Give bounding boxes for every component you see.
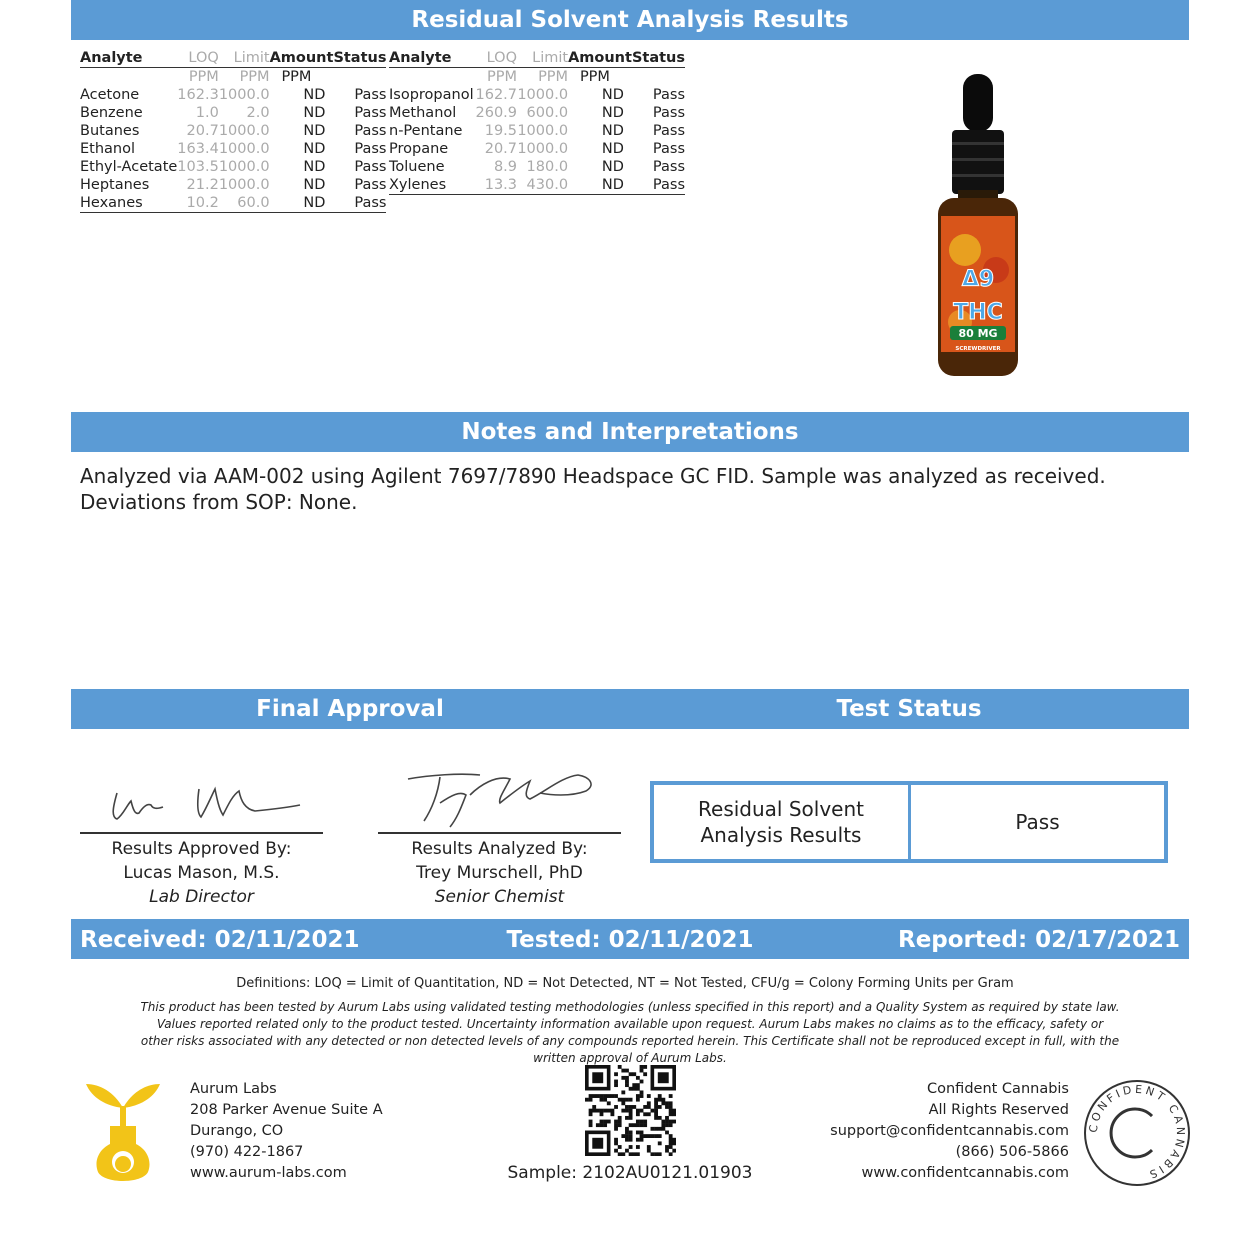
analyst-signature-image	[400, 765, 610, 835]
amount-cell: ND	[601, 141, 624, 157]
analyst-caption: Results Analyzed By:	[411, 839, 588, 859]
status-cell: Pass	[354, 105, 387, 121]
loq-cell: 20.7	[186, 123, 219, 139]
col-analyte-header: Analyte	[389, 49, 475, 68]
qr-code-image	[585, 1065, 676, 1156]
loq-unit: PPM	[487, 69, 518, 85]
lab-address-line2: Durango, CO	[190, 1123, 284, 1139]
lab-phone: (970) 422-1867	[190, 1144, 304, 1160]
col-limit-header: Limit	[219, 49, 270, 68]
table-row	[80, 176, 386, 194]
table-row	[389, 158, 685, 176]
loq-cell: 19.5	[484, 123, 518, 139]
table-row	[389, 176, 685, 195]
units-row	[389, 68, 685, 87]
analyte-cell: Methanol	[389, 105, 457, 121]
confident-name: Confident Cannabis	[927, 1081, 1069, 1097]
status-cell: Pass	[354, 177, 387, 193]
solvent-section-header	[71, 0, 1189, 40]
notes-section-title: Notes and Interpretations	[461, 419, 799, 445]
test-status-name: Residual Solvent Analysis Results	[654, 785, 911, 859]
loq-cell: 163.4	[177, 141, 219, 157]
limit-cell: 1000.0	[218, 87, 270, 103]
amount-cell: ND	[270, 194, 334, 213]
units-row	[80, 68, 386, 87]
limit-cell: 1000.0	[218, 141, 270, 157]
limit-cell: 430.0	[517, 176, 568, 195]
disclaimer-text: This product has been tested by Aurum Labs using validated testing methodologies (unless specified in this report) and a Quality System as required by state law. Values reported related only to the product tested. Uncertainty information available upon request. Aurum Labs makes no claims as to the efficacy, safety or other risks associated with any detected or non detected levels of any compounds reported herein. This Certificate shall not be reproduced except in full, with the written approval of Aurum Labs.	[140, 1000, 1120, 1065]
table-row	[80, 158, 386, 176]
limit-cell: 1000.0	[218, 159, 270, 175]
solvent-table-right	[389, 49, 685, 195]
product-bottle-image	[930, 70, 1030, 380]
loq-cell: 162.7	[475, 87, 518, 103]
table-row	[80, 194, 386, 213]
analyst-signature-line	[378, 832, 621, 834]
limit-cell: 2.0	[246, 105, 270, 121]
status-cell: Pass	[354, 87, 387, 103]
table-row	[80, 86, 386, 104]
limit-cell: 180.0	[526, 159, 569, 175]
approval-band	[71, 689, 1189, 729]
loq-cell: 20.7	[484, 141, 518, 157]
amount-cell: ND	[601, 123, 624, 139]
lab-address-block	[190, 1079, 383, 1184]
col-status-header: Status	[631, 50, 685, 66]
sample-id: Sample: 2102AU0121.01903	[507, 1163, 753, 1183]
reported-date: Reported: 02/17/2021	[897, 927, 1180, 953]
amount-unit: PPM	[281, 69, 312, 85]
svg-text:CONFIDENT CANNABIS	[1087, 1083, 1187, 1182]
table-row	[80, 104, 386, 122]
limit-cell: 60.0	[219, 194, 270, 213]
analyst-block	[378, 837, 621, 909]
loq-cell: 13.3	[475, 176, 517, 195]
status-cell: Pass	[354, 141, 387, 157]
loq-unit: PPM	[188, 69, 219, 85]
status-cell: Pass	[652, 105, 685, 121]
analyst-name: Trey Murschell, PhD	[416, 863, 583, 883]
table-row	[389, 86, 685, 104]
table-row	[389, 140, 685, 158]
amount-cell: ND	[303, 159, 326, 175]
amount-cell: ND	[303, 123, 326, 139]
approver-block	[80, 837, 323, 909]
analyte-cell: Propane	[389, 141, 449, 157]
lab-address-line1: 208 Parker Avenue Suite A	[190, 1102, 383, 1118]
amount-cell: ND	[601, 105, 624, 121]
analyte-cell: Acetone	[80, 87, 140, 103]
approver-signature-line	[80, 832, 323, 834]
solvent-section-title: Residual Solvent Analysis Results	[411, 7, 849, 33]
approver-caption: Results Approved By:	[111, 839, 292, 859]
loq-cell: 10.2	[177, 194, 219, 213]
status-cell: Pass	[652, 159, 685, 175]
loq-cell: 103.5	[177, 159, 219, 175]
loq-cell: 162.3	[177, 87, 219, 103]
confident-address-block	[830, 1079, 1069, 1184]
analyte-cell: Xylenes	[389, 176, 475, 195]
confident-cannabis-seal	[1082, 1078, 1192, 1188]
status-cell: Pass	[354, 159, 387, 175]
analyte-cell: Butanes	[80, 123, 140, 139]
amount-cell: ND	[303, 141, 326, 157]
notes-section-header	[71, 412, 1189, 452]
status-cell: Pass	[632, 176, 685, 195]
limit-unit: PPM	[538, 69, 569, 85]
col-status-header: Status	[333, 50, 387, 66]
limit-unit: PPM	[239, 69, 270, 85]
loq-cell: 1.0	[195, 105, 219, 121]
limit-cell: 1000.0	[218, 123, 270, 139]
definitions-text: Definitions: LOQ = Limit of Quantitation, ND = Not Detected, NT = Not Tested, CFU/g = Colony Forming Units per Gram	[236, 976, 1014, 991]
analyte-cell: Toluene	[389, 159, 445, 175]
table-row	[389, 122, 685, 140]
amount-cell: ND	[568, 176, 632, 195]
received-date: Received: 02/11/2021	[80, 927, 360, 953]
analyte-cell: Hexanes	[80, 194, 177, 213]
analyte-cell: Benzene	[80, 105, 143, 121]
bottle-flavor-label: SCREWDRIVER	[955, 346, 1001, 352]
table-row	[80, 122, 386, 140]
table-row	[80, 140, 386, 158]
approver-role: Lab Director	[149, 887, 254, 907]
confident-rights: All Rights Reserved	[928, 1102, 1069, 1118]
solvent-table-left	[80, 49, 386, 213]
notes-text: Analyzed via AAM-002 using Agilent 7697/7890 Headspace GC FID. Sample was analyzed as received. Deviations from SOP: None.	[80, 464, 1106, 514]
bottle-dose-label: 80 MG	[958, 327, 998, 340]
lab-name: Aurum Labs	[190, 1081, 277, 1097]
col-analyte-header: Analyte	[80, 49, 177, 68]
limit-cell: 600.0	[526, 105, 569, 121]
status-cell: Pass	[652, 141, 685, 157]
col-amount-header: Amount	[568, 50, 632, 66]
analyte-cell: n-Pentane	[389, 123, 463, 139]
tested-date: Tested: 02/11/2021	[506, 927, 754, 953]
amount-cell: ND	[303, 105, 326, 121]
limit-cell: 1000.0	[218, 177, 270, 193]
amount-cell: ND	[303, 87, 326, 103]
col-loq-header: LOQ	[177, 49, 219, 68]
amount-cell: ND	[601, 159, 624, 175]
limit-cell: 1000.0	[517, 141, 569, 157]
analyte-cell: Isopropanol	[389, 87, 474, 103]
status-cell: Pass	[354, 123, 387, 139]
final-approval-title: Final Approval	[256, 696, 444, 722]
amount-cell: ND	[601, 87, 624, 103]
lab-website: www.aurum-labs.com	[190, 1165, 347, 1181]
dates-band	[71, 919, 1189, 959]
loq-cell: 260.9	[475, 105, 518, 121]
amount-unit: PPM	[579, 69, 610, 85]
analyte-cell: Ethanol	[80, 141, 136, 157]
col-amount-header: Amount	[269, 50, 334, 66]
confident-email[interactable]: support@confidentcannabis.com	[830, 1123, 1069, 1139]
seal-text: CONFIDENT CANNABIS	[1086, 1082, 1188, 1182]
approver-signature-image	[105, 775, 315, 830]
analyst-role: Senior Chemist	[434, 887, 565, 907]
bottle-thc-label: THC	[953, 300, 1003, 325]
limit-cell: 1000.0	[517, 123, 569, 139]
analyte-cell: Ethyl-Acetate	[80, 159, 178, 175]
bottle-delta-label: Δ9	[961, 267, 995, 292]
limit-cell: 1000.0	[517, 87, 569, 103]
table-row	[389, 104, 685, 122]
col-loq-header: LOQ	[475, 49, 517, 68]
confident-website[interactable]: www.confidentcannabis.com	[861, 1165, 1069, 1181]
loq-cell: 21.2	[186, 177, 219, 193]
confident-phone: (866) 506-5866	[955, 1144, 1069, 1160]
test-status-box	[650, 781, 1168, 863]
aurum-labs-logo	[84, 1078, 162, 1186]
test-status-result: Pass	[1015, 810, 1060, 834]
loq-cell: 8.9	[493, 159, 518, 175]
amount-cell: ND	[303, 177, 326, 193]
col-limit-header: Limit	[517, 49, 568, 68]
test-status-title: Test Status	[836, 696, 982, 722]
status-cell: Pass	[652, 123, 685, 139]
analyte-cell: Heptanes	[80, 177, 150, 193]
status-cell: Pass	[333, 194, 386, 213]
status-cell: Pass	[652, 87, 685, 103]
approver-name: Lucas Mason, M.S.	[123, 863, 280, 883]
